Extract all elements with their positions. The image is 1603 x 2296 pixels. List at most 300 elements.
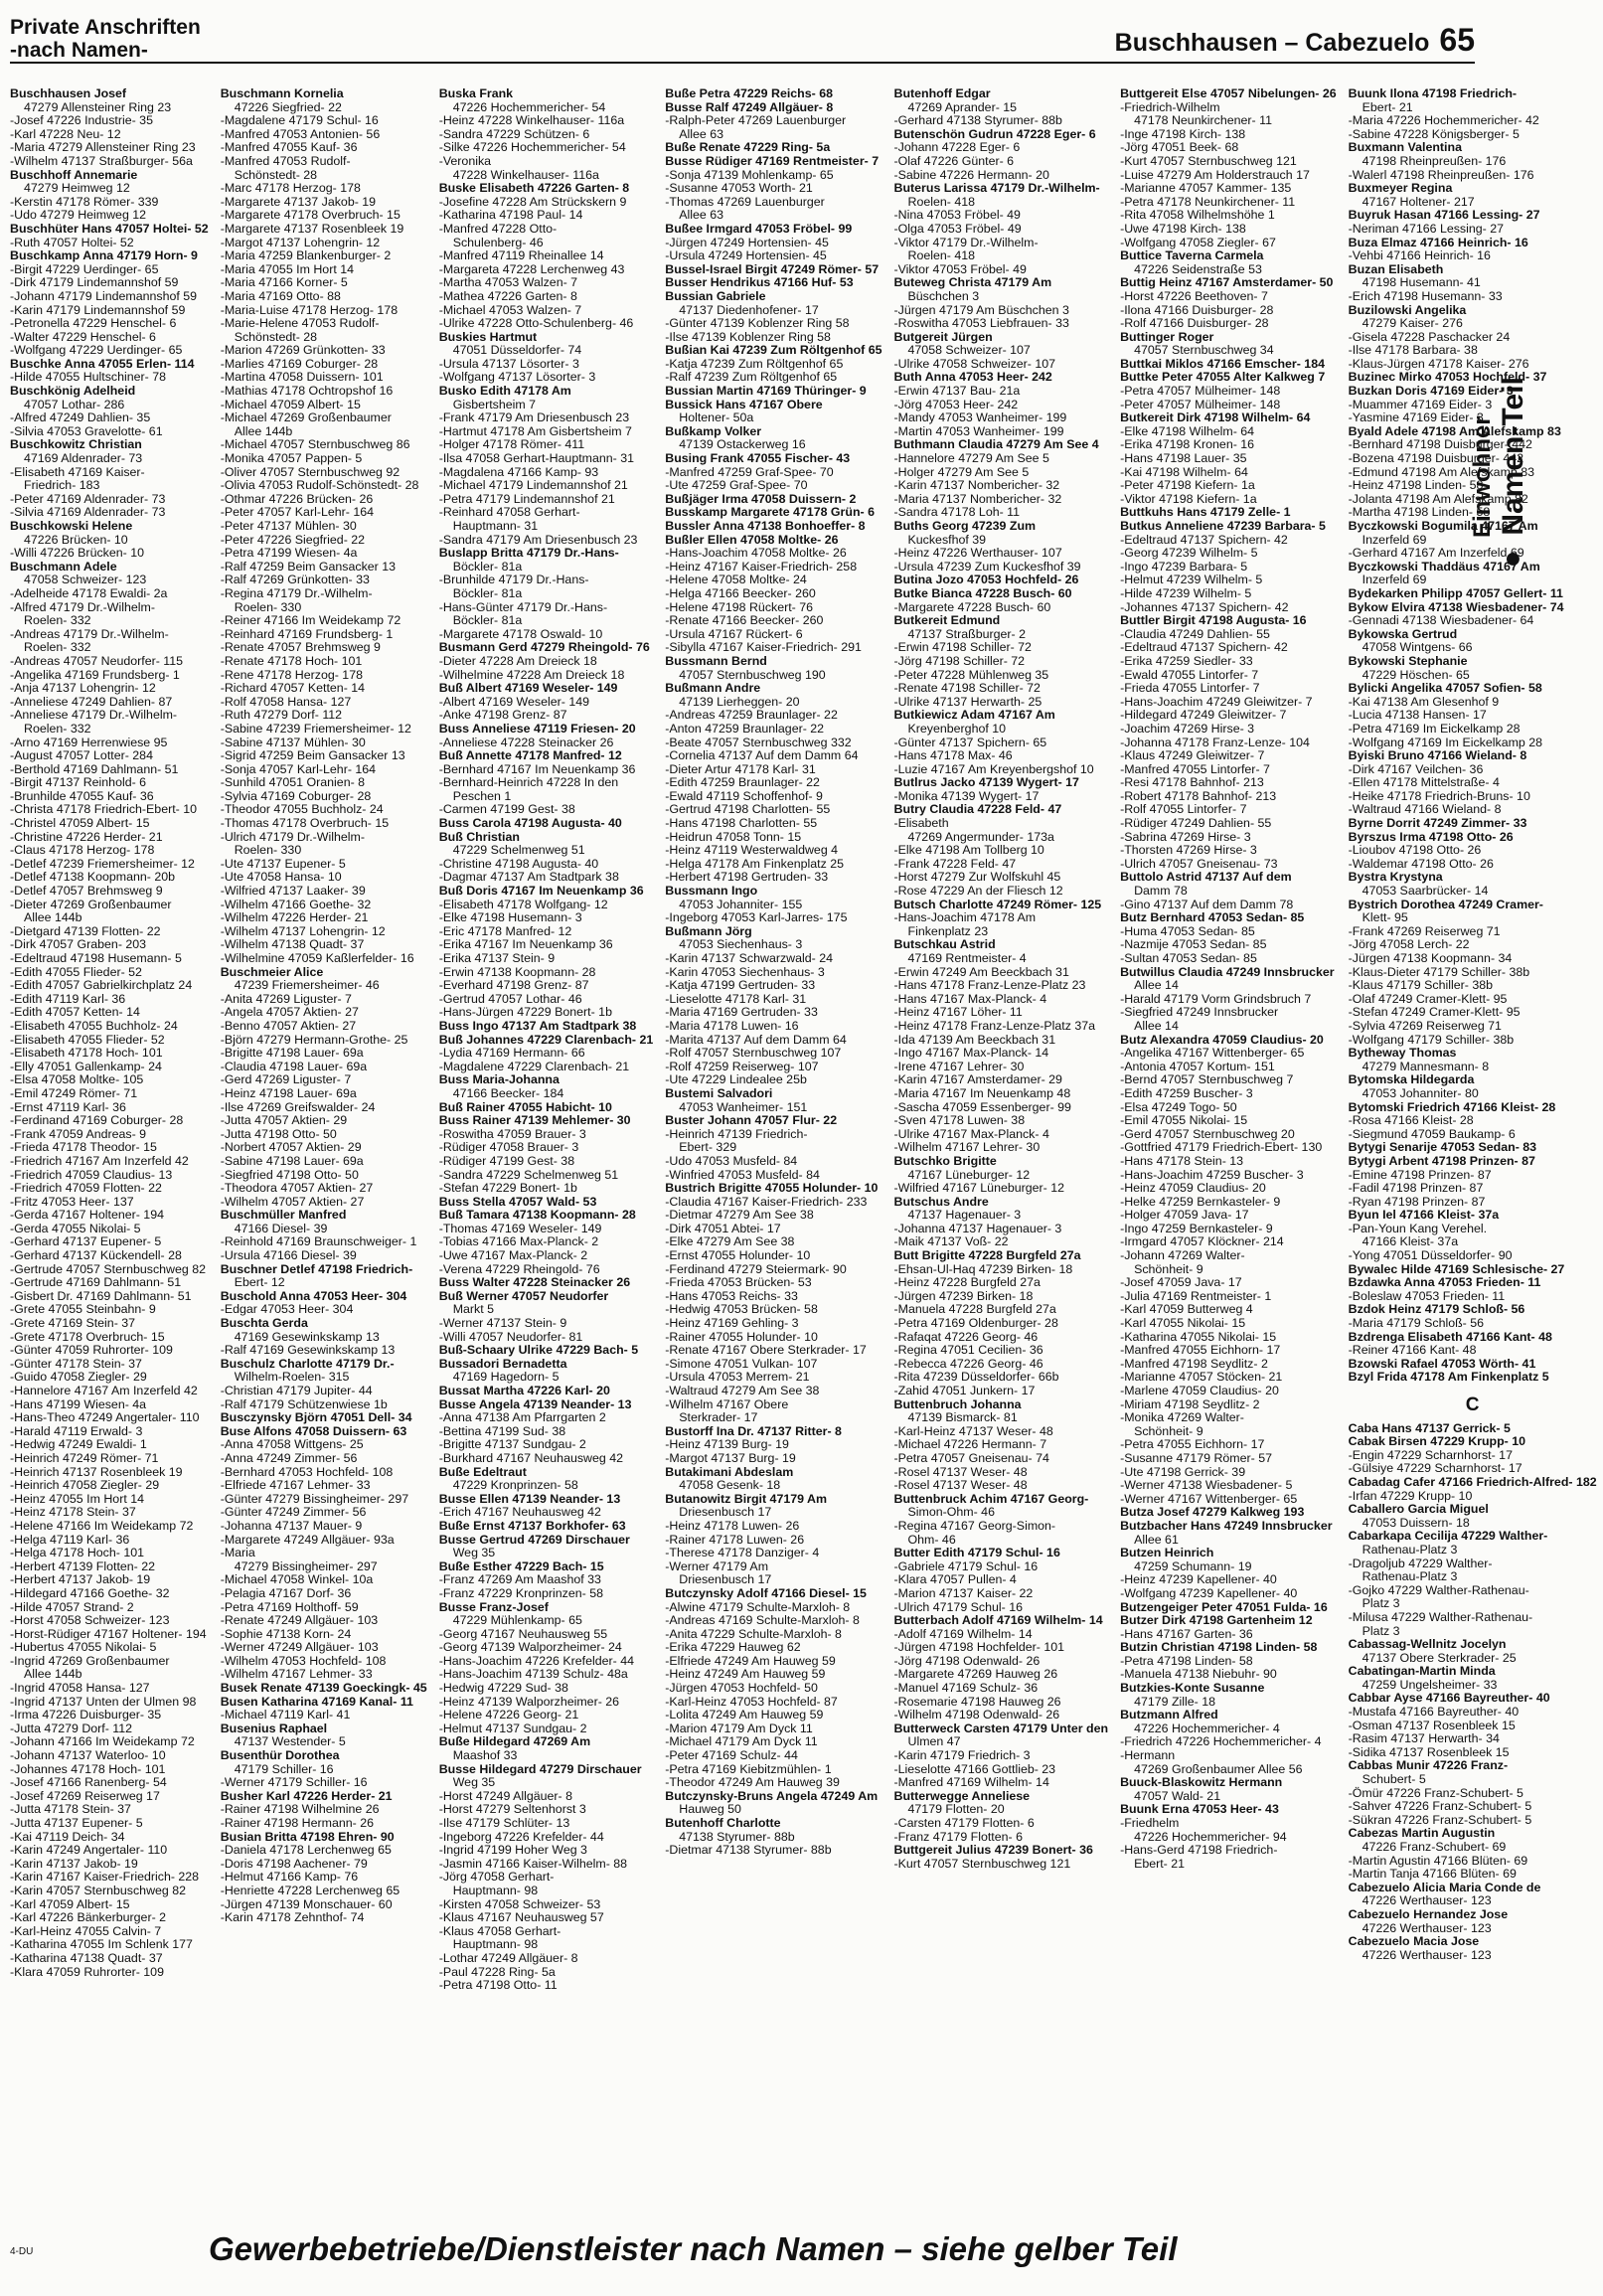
entry-text: Butschko Brigitte [893, 1153, 997, 1168]
surname-entry [221, 1696, 427, 1710]
surname-entry [439, 87, 654, 101]
entry-text: Cabbar Ayse 47166 Bayreuther- 40 [1348, 1691, 1550, 1706]
entry-text: Buster Johann 47057 Flur- 22 [665, 1113, 838, 1128]
directory-entry: -Sahver 47226 Franz-Schubert- 5 [1348, 1799, 1532, 1814]
directory-entry: -Maria [220, 1546, 255, 1560]
surname-entry [439, 547, 654, 561]
directory-entry: -Walter 47229 Henschel- 6 [10, 329, 156, 344]
directory-entry: -Helene 47166 Im Weidekamp 72 [10, 1518, 194, 1533]
directory-entry: -Rosemarie 47198 Hauweg 26 [893, 1694, 1061, 1709]
entry-text: Buxmeyer Regina [1348, 181, 1453, 196]
directory-entry: -Horst-Rüdiger 47167 Holtener- 194 [10, 1626, 207, 1641]
directory-entry: -Gertrude 47057 Sternbuschweg 82 [10, 1261, 206, 1276]
entry-continuation: 47279 Heimweg 12 [24, 181, 130, 196]
entry-text: Bykowski Stephanie [1348, 653, 1468, 668]
entry-text: Buß Annette 47178 Manfred- 12 [438, 748, 622, 763]
directory-entry: -Karl 47059 Butterweg 4 [1120, 1302, 1253, 1317]
entry-continuation: 47226 Werthauser- 123 [1362, 1947, 1492, 1962]
directory-entry: -Irene 47167 Lehrer- 30 [893, 1059, 1025, 1073]
directory-entry: -Heinz 47055 Im Hort 14 [10, 1491, 144, 1506]
surname-entry [439, 182, 654, 196]
entry-text: Bustorff Ina Dr. 47137 Ritter- 8 [665, 1423, 842, 1438]
directory-entry: -Hilde 47239 Wilhelm- 5 [1120, 585, 1252, 600]
surname-entry [1120, 1506, 1337, 1520]
entry-continuation: Kreyenberghof 10 [907, 721, 1007, 736]
surname-entry [665, 141, 882, 155]
directory-entry: -Claudia 47167 Kaiser-Friedrich- 233 [665, 1194, 868, 1209]
surname-entry [894, 899, 1109, 912]
directory-entry: -Christa 47178 Friedrich-Ebert- 10 [10, 802, 198, 817]
directory-entry: -Wilhelm 47053 Hochfeld- 108 [220, 1653, 387, 1668]
directory-entry: -Maria 47169 Gertruden- 33 [665, 1005, 818, 1020]
surname-entry [221, 1425, 427, 1439]
directory-column [215, 87, 433, 2193]
header-rule [10, 62, 1475, 64]
directory-entry: -Andreas 47057 Neudorfer- 115 [10, 653, 184, 668]
directory-entry: -Helga 47178 Hoch- 101 [10, 1546, 145, 1560]
entry-text: Buschmann Adele [10, 559, 117, 574]
directory-entry: -Anita 47229 Schulte-Marxloh- 8 [665, 1626, 842, 1641]
directory-entry: -Gertrude 47169 Dahlmann- 51 [10, 1275, 182, 1290]
directory-entry: -Brunhilde 47179 Dr.-Hans- [438, 573, 589, 587]
directory-entry: -Margareta 47228 Lerchenweg 43 [438, 261, 625, 276]
directory-entry: -Adelheide 47178 Ewaldi- 2a [10, 585, 168, 600]
surname-entry [1349, 1935, 1597, 1949]
entry-text: Bußjäger Irma 47058 Duissern- 2 [665, 491, 857, 506]
directory-entry: -Heinz 47228 Winkelhauser- 116a [438, 113, 625, 128]
directory-entry: -Jörg 47053 Heer- 242 [893, 397, 1019, 411]
entry-text: Busenius Raphael [220, 1721, 328, 1735]
entry-text: Buttkuhs Hans 47179 Zelle- 1 [1120, 505, 1291, 520]
directory-column [659, 87, 887, 2193]
entry-text: Buschulz Charlotte 47179 Dr.- [220, 1356, 395, 1371]
surname-entry [894, 1844, 1109, 1858]
directory-entry: -Resi 47178 Bahnhof- 213 [1120, 775, 1264, 790]
surname-entry [894, 1790, 1109, 1804]
directory-entry: -Petra 47057 Gneisenau- 74 [893, 1450, 1049, 1465]
directory-entry: -Susanne 47053 Worth- 21 [665, 181, 813, 196]
directory-entry: -Renate 47166 Beecker- 260 [665, 613, 824, 628]
directory-column [1114, 87, 1343, 2193]
directory-entry: -Hans 47178 Stein- 13 [1120, 1153, 1244, 1168]
surname-entry [894, 182, 1109, 196]
directory-entry: -Ernst 47119 Karl- 36 [10, 1099, 126, 1114]
directory-entry: -Friedhelm [1120, 1816, 1180, 1830]
directory-entry: -Klaus 47167 Neuhausweg 57 [438, 1910, 604, 1925]
entry-text: Cabassag-Wellnitz Jocelyn [1348, 1637, 1507, 1652]
directory-entry: -Brunhilde 47055 Kauf- 36 [10, 788, 154, 803]
entry-continuation: Hauweg 50 [679, 1802, 741, 1817]
entry-text: Bußmann Jörg [665, 923, 752, 938]
directory-entry: -Edeltraud 47137 Spichern- 42 [1120, 532, 1288, 547]
surname-entry [1120, 506, 1337, 520]
directory-entry: -Daniela 47178 Lerchenweg 65 [220, 1843, 392, 1858]
entry-text: Buzkan Doris 47169 Eider- 3 [1348, 384, 1514, 399]
directory-entry: -Thomas 47169 Weseler- 149 [438, 1221, 602, 1235]
directory-entry: -Ingo 47167 Max-Planck- 14 [893, 1046, 1049, 1061]
directory-entry: -Manfred 47053 Antonien- 56 [220, 126, 381, 141]
entry-continuation: Allee 63 [679, 126, 724, 141]
entry-continuation: Wilhelm-Roelen- 315 [234, 1370, 350, 1385]
directory-entry: -Herbert 47137 Jakob- 19 [10, 1572, 151, 1587]
directory-entry: -Maria-Luise 47178 Herzog- 178 [220, 302, 399, 317]
directory-entry: -Hans-Joachim 47139 Schulz- 48a [438, 1667, 628, 1682]
directory-entry: -Olivia 47053 Rudolf-Schönstedt- 28 [220, 478, 419, 493]
surname-entry [665, 1425, 882, 1439]
surname-entry [1349, 817, 1597, 831]
footer-code: 4-DU [10, 2246, 34, 2257]
directory-entry: -Reinhard 47169 Frundsberg- 1 [220, 626, 394, 641]
directory-entry: -Martin Agustin 47166 Blüten- 69 [1348, 1853, 1528, 1868]
directory-entry: -Edith 47057 Ketten- 14 [10, 1005, 140, 1020]
surname-entry [439, 1290, 654, 1304]
directory-entry: -Rosel 47137 Weser- 48 [893, 1478, 1028, 1493]
directory-entry: -Rolf 47058 Hansa- 127 [220, 694, 352, 709]
directory-entry: -Karin 47057 Sternbuschweg 82 [10, 1883, 187, 1897]
entry-continuation: Ebert- 12 [234, 1275, 285, 1290]
directory-entry: -Erich 47167 Neuhausweg 42 [438, 1505, 601, 1520]
entry-continuation: 47269 Aprander- 15 [907, 99, 1018, 114]
entry-text: Butgereit Jürgen [893, 329, 993, 344]
directory-entry: -Antonia 47057 Kortum- 151 [1120, 1059, 1275, 1073]
entry-continuation: Klett- 95 [1362, 910, 1408, 925]
directory-entry: -Detlef 47239 Friemersheimer- 12 [10, 856, 195, 871]
directory-entry: -Erwin 47138 Koopmann- 28 [438, 964, 596, 979]
directory-entry: -Erwin 47137 Bau- 21a [893, 384, 1021, 399]
directory-entry: -Hedwig 47229 Sud- 38 [438, 1681, 568, 1696]
directory-entry: -Luzie 47167 Am Kreyenbergshof 10 [893, 761, 1094, 776]
directory-entry: -Georg 47239 Wilhelm- 5 [1120, 546, 1258, 561]
entry-text: Busser Hendrikus 47166 Huf- 53 [665, 275, 854, 290]
surname-entry [439, 682, 654, 696]
directory-entry: -Katharina 47198 Paul- 14 [438, 208, 583, 223]
entry-continuation: 47179 Schiller- 16 [234, 1761, 334, 1776]
entry-continuation: Rathenau-Platz 3 [1362, 1569, 1458, 1584]
directory-entry: -Sven 47178 Luwen- 38 [893, 1113, 1026, 1128]
surname-entry [894, 1547, 1109, 1560]
directory-entry: -Jolanta 47198 Am Alefskamp 82 [1348, 491, 1528, 506]
directory-entry: -Detlef 47057 Brehmsweg 9 [10, 884, 163, 899]
directory-entry: -Ulrike 47137 Herwarth- 25 [893, 694, 1042, 709]
surname-entry [1349, 1422, 1597, 1436]
directory-entry: -Magdalene 47179 Schul- 16 [220, 113, 379, 128]
surname-entry [1120, 87, 1337, 101]
directory-entry: -Everhard 47198 Grenz- 87 [438, 978, 589, 993]
directory-entry: -Ralf 47259 Beim Gansacker 13 [220, 559, 397, 574]
directory-entry: -Lothar 47249 Allgäuer- 8 [438, 1950, 578, 1965]
surname-entry [439, 1276, 654, 1290]
directory-entry: -Hans 47199 Wiesen- 4a [10, 1396, 147, 1411]
directory-entry: -Johann 47166 Im Weidekamp 72 [10, 1734, 195, 1749]
directory-entry: -Harald 47179 Vorm Grindsbruch 7 [1120, 991, 1312, 1006]
directory-entry: -Rene 47178 Herzog- 178 [220, 667, 363, 682]
surname-entry [1349, 899, 1597, 912]
directory-entry: -Werner 47179 Am [665, 1558, 769, 1573]
directory-entry: -Petra 47057 Mülheimer- 148 [1120, 384, 1281, 399]
directory-entry: -Marianne 47057 Stöcken- 21 [1120, 1370, 1283, 1385]
surname-entry [10, 169, 209, 183]
side-tab-einwohner: Einwohner [1469, 415, 1496, 539]
entry-continuation: Allee 14 [1134, 978, 1179, 993]
directory-entry: -Dirk 47051 Abtei- 17 [665, 1221, 781, 1235]
entry-continuation: 47226 Hochemmericher- 94 [1134, 1829, 1287, 1844]
directory-entry: -Frank 47179 Am Driesenbusch 23 [438, 410, 630, 425]
directory-entry: -Klaus 47058 Gerhart- [438, 1923, 561, 1938]
directory-entry: -Georg 47167 Neuhausweg 55 [438, 1626, 608, 1641]
directory-entry: -Michael 47057 Sternbuschweg 86 [220, 437, 410, 452]
directory-entry: -Kerstin 47178 Römer- 339 [10, 194, 159, 209]
directory-entry: -Carsten 47179 Flotten- 6 [893, 1816, 1035, 1830]
entry-text: Butanowitz Birgit 47179 Am [665, 1491, 827, 1506]
entry-text: Buße Esther 47229 Bach- 15 [438, 1558, 604, 1573]
entry-text: Cabadag Cafer 47166 Friedrich-Alfred- 182 [1348, 1474, 1597, 1489]
entry-continuation: 47269 Angermunder- 173a [907, 829, 1054, 844]
entry-continuation: Rathenau-Platz 3 [1362, 1542, 1458, 1557]
directory-entry: -Karl 47228 Neu- 12 [10, 126, 121, 141]
entry-continuation: 47137 Straßburger- 2 [907, 626, 1026, 641]
directory-entry: -Manuela 47138 Niebuhr- 90 [1120, 1667, 1277, 1682]
directory-entry: -Rüdiger 47199 Gest- 38 [438, 1153, 575, 1168]
directory-entry: -Horst 47226 Beethoven- 7 [1120, 288, 1268, 303]
directory-entry: -Huma 47053 Sedan- 85 [1120, 923, 1255, 938]
entry-continuation: Böckler- 81a [452, 585, 523, 600]
directory-entry: -Irmgard 47057 Klöckner- 214 [1120, 1234, 1284, 1249]
side-tab [1469, 258, 1528, 696]
entry-text: Buttgereit Julius 47239 Bonert- 36 [893, 1843, 1093, 1858]
directory-entry: -Theodor 47055 Buchholz- 24 [220, 802, 384, 817]
directory-entry: -Ursula 47053 Merrem- 21 [665, 1370, 810, 1385]
directory-entry: -Ruth 47057 Holtei- 52 [10, 235, 134, 249]
directory-entry: -Gerd 47057 Sternbuschweg 20 [1120, 1126, 1295, 1141]
surname-entry [10, 438, 209, 452]
directory-entry: -Stefan 47229 Bonert- 1b [438, 1181, 577, 1196]
directory-entry: -Heinrich 47139 Friedrich- [665, 1126, 808, 1141]
directory-entry: -Martin Tanja 47166 Blüten- 69 [1348, 1867, 1517, 1882]
entry-continuation: 47279 Mannesmann- 8 [1362, 1059, 1490, 1073]
directory-entry: -Ralph-Peter 47269 Lauenburger [665, 113, 847, 128]
surname-entry [1120, 614, 1337, 628]
directory-entry: -Ulrike 47228 Otto-Schulenberg- 46 [438, 316, 634, 331]
directory-entry: -Renate 47057 Brehmsweg 9 [220, 640, 381, 655]
directory-entry: -Frieda 47053 Brücken- 53 [665, 1275, 812, 1290]
surname-entry [1349, 87, 1597, 101]
surname-entry [665, 87, 882, 101]
directory-entry: -Elisabeth 47178 Wolfgang- 12 [438, 897, 608, 911]
directory-entry: -Maria 47166 Korner- 5 [220, 275, 348, 290]
directory-entry: -Ute 47058 Hansa- 10 [220, 870, 342, 885]
entry-text: Bussick Hans 47167 Obere [665, 397, 823, 411]
surname-entry [665, 425, 882, 439]
surname-entry [894, 1155, 1109, 1169]
surname-entry [1349, 237, 1597, 250]
directory-entry: -Verena 47229 Rheingold- 76 [438, 1261, 600, 1276]
directory-entry: -Tobias 47166 Max-Planck- 2 [438, 1234, 599, 1249]
entry-continuation: 47226 Siegfried- 22 [234, 99, 342, 114]
directory-entry: -Elke 47279 Am See 38 [665, 1234, 795, 1249]
directory-entry: -Bettina 47199 Sud- 38 [438, 1423, 566, 1438]
directory-entry: -Reinhold 47169 Braunschweiger- 1 [220, 1234, 417, 1249]
surname-entry [894, 1398, 1109, 1412]
directory-entry: -Maria 47259 Blankenburger- 2 [220, 248, 392, 263]
directory-entry: -Paul 47228 Ring- 5a [438, 1964, 556, 1979]
entry-continuation: 47198 Rheinpreußen- 176 [1362, 153, 1507, 168]
directory-entry: -Günter 47139 Koblenzer Ring 58 [665, 316, 850, 331]
surname-entry [894, 587, 1109, 601]
directory-entry: -Petra 47198 Otto- 11 [438, 1978, 558, 1993]
entry-continuation: Peschen 1 [452, 788, 512, 803]
surname-entry [439, 723, 654, 737]
surname-entry [439, 1735, 654, 1749]
entry-continuation: Schönheit- 9 [1134, 1423, 1203, 1438]
directory-entry: -Rosel 47137 Weser- 48 [893, 1464, 1028, 1479]
surname-entry [439, 1196, 654, 1210]
directory-entry: -Karl-Heinz 47055 Calvin- 7 [10, 1923, 162, 1938]
entry-text: Butzkies-Konte Susanne [1120, 1681, 1265, 1696]
directory-entry: -Ellen 47178 Mittelstraße- 4 [1348, 775, 1500, 790]
directory-entry: -Andreas 47259 Braunlager- 22 [665, 708, 838, 723]
entry-text: Buschta Gerda [220, 1316, 308, 1331]
directory-entry: -Petra 47055 Eichhorn- 17 [1120, 1437, 1265, 1452]
directory-entry: -Friedrich 47059 Claudius- 13 [10, 1167, 173, 1182]
surname-entry [665, 1790, 882, 1804]
directory-entry: -Jörg 47198 Schiller- 72 [893, 653, 1026, 668]
entry-text: Buska Frank [438, 86, 514, 100]
directory-entry: -Heinz 47119 Westerwaldweg 4 [665, 843, 839, 858]
directory-entry: -Gerd 47269 Liguster- 7 [220, 1072, 352, 1087]
directory-entry: -Josef 47226 Industrie- 35 [10, 113, 153, 128]
directory-entry: -Claudia 47249 Dahlien- 55 [1120, 626, 1270, 641]
directory-entry: -Anita 47269 Liguster- 7 [220, 991, 352, 1006]
directory-entry: -Rainer 47055 Holunder- 10 [665, 1329, 818, 1344]
entry-text: Buse Alfons 47058 Duissern- 63 [220, 1423, 407, 1438]
directory-entry: -Elsa 47249 Togo- 50 [1120, 1099, 1237, 1114]
directory-entry: -Sabine 47226 Hermann- 20 [893, 167, 1049, 182]
surname-entry [665, 885, 882, 899]
entry-continuation: Driesenbusch 17 [679, 1572, 772, 1587]
directory-entry: -Adolf 47169 Wilhelm- 14 [893, 1626, 1033, 1641]
entry-text: Butz Bernhard 47053 Sedan- 85 [1120, 910, 1305, 925]
directory-entry: -Uwe 47167 Max-Planck- 2 [438, 1248, 588, 1263]
entry-text: Butterweck Carsten 47179 Unter den [893, 1721, 1109, 1735]
directory-entry: -Dirk 47167 Veilchen- 36 [1348, 761, 1484, 776]
directory-entry: -Elke 47198 Wilhelm- 64 [1120, 423, 1255, 438]
directory-entry: -Franz 47269 Am Maashof 33 [438, 1572, 601, 1587]
entry-text: Bußmann Andre [665, 681, 761, 696]
directory-entry: -Hans-Joachim 47249 Gleiwitzer- 7 [1120, 694, 1313, 709]
surname-entry [439, 1466, 654, 1480]
directory-entry: -Michael 47179 Lindemannshof 21 [438, 478, 628, 493]
entry-continuation: 47167 Holtener- 217 [1362, 194, 1475, 209]
directory-entry: -Rainer 47198 Wilhelmine 26 [220, 1802, 380, 1817]
directory-column [888, 87, 1115, 2193]
directory-entry: -Frank 47228 Feld- 47 [893, 856, 1017, 871]
directory-entry: -Sandra 47179 Am Driesenbusch 23 [438, 532, 638, 547]
directory-entry: -Gottfried 47179 Friedrich-Ebert- 130 [1120, 1140, 1323, 1155]
directory-entry: -Elke 47198 Am Tollberg 10 [893, 843, 1044, 858]
surname-entry [439, 1344, 654, 1358]
directory-entry: -Gerda 47167 Holtener- 194 [10, 1208, 164, 1223]
entry-text: Butakimani Abdeslam [665, 1464, 794, 1479]
entry-continuation: Roelen- 332 [24, 721, 91, 736]
surname-entry [1349, 1276, 1597, 1290]
directory-entry: -Ingrid 47137 Unten der Ulmen 98 [10, 1694, 197, 1709]
directory-entry: -Ralf 47239 Zum Röltgenhof 65 [665, 370, 838, 385]
directory-entry: -Sandra 47178 Loh- 11 [893, 505, 1021, 520]
directory-entry: -Brigitte 47198 Lauer- 69a [220, 1046, 364, 1061]
entry-text: Bywalec Hilde 47169 Schlesische- 27 [1348, 1261, 1565, 1276]
directory-entry: -Klaus 47249 Gleiwitzer- 7 [1120, 748, 1265, 763]
entry-text: Buss Walter 47228 Steinacker 26 [438, 1275, 631, 1290]
directory-entry: -Hans 47198 Charlotten- 55 [665, 816, 818, 831]
directory-entry: -Christine 47226 Herder- 21 [10, 829, 163, 844]
entry-text: Butzin Christian 47198 Linden- 58 [1120, 1640, 1318, 1655]
entry-text: Bußian Kai 47239 Zum Röltgenhof 65 [665, 343, 882, 358]
directory-entry: -Josefine 47228 Am Strückskern 9 [438, 194, 627, 209]
directory-entry: -Alfred 47249 Dahlien- 35 [10, 410, 151, 425]
directory-entry: -Sabine 47228 Königsberger- 5 [1348, 126, 1520, 141]
directory-entry: -Hedwig 47053 Brücken- 58 [665, 1302, 818, 1317]
entry-text: Buße Renate 47229 Ring- 5a [665, 140, 831, 155]
surname-entry [894, 574, 1109, 587]
directory-entry: -Bozena 47198 Duisburger- 442 [1348, 451, 1523, 466]
directory-entry: -Albert 47169 Weseler- 149 [438, 694, 589, 709]
directory-entry: -Jutta 47198 Otto- 50 [220, 1126, 337, 1141]
surname-entry [1120, 1682, 1337, 1696]
entry-continuation: Roelen- 330 [234, 599, 302, 614]
directory-entry: -Werner 47167 Wittenberger- 65 [1120, 1491, 1298, 1506]
entry-continuation: 47166 Diesel- 39 [234, 1221, 328, 1235]
directory-entry: -Milusa 47229 Walther-Rathenau- [1348, 1609, 1533, 1624]
directory-entry: -Willi 47057 Neudorfer- 81 [438, 1329, 583, 1344]
surname-entry [1349, 209, 1597, 223]
directory-entry: -Herbert 47198 Gertruden- 33 [665, 870, 829, 885]
directory-entry: -Kirsten 47058 Schweizer- 53 [438, 1896, 601, 1911]
directory-entry: -Sonja 47139 Mohlenkamp- 65 [665, 167, 834, 182]
directory-entry: -Elfriede 47167 Lehmer- 33 [220, 1478, 371, 1493]
directory-entry: -Katharina 47138 Quadt- 37 [10, 1950, 163, 1965]
directory-entry: -Magdalene 47229 Clarenbach- 21 [438, 1059, 630, 1073]
directory-entry: -Franz 47179 Flotten- 6 [893, 1829, 1023, 1844]
entry-text: Busse Ellen 47139 Neander- 13 [438, 1491, 621, 1506]
surname-entry [221, 1358, 427, 1372]
directory-entry: -Karin 47178 Zehnthof- 74 [220, 1910, 365, 1925]
directory-entry: -Werner 47137 Stein- 9 [438, 1316, 567, 1331]
entry-text: Busko Edith 47178 Am [438, 384, 571, 399]
directory-entry: -Karl-Heinz 47137 Weser- 48 [893, 1423, 1053, 1438]
directory-entry: -Bernhard-Heinrich 47228 In den [438, 775, 619, 790]
entry-text: Byiski Bruno 47166 Wieland- 8 [1348, 748, 1527, 763]
directory-entry: -Maria 47178 Luwen- 16 [665, 1018, 799, 1033]
directory-entry: -Ida 47139 Am Beeckbach 31 [893, 1032, 1056, 1047]
directory-entry: -Ute 47229 Lindealee 25b [665, 1072, 807, 1087]
surname-entry [1120, 966, 1337, 980]
directory-entry: -Rolf 47259 Reiserweg- 107 [665, 1059, 819, 1073]
entry-continuation: Allee 144b [234, 423, 293, 438]
entry-continuation: Ohm- 46 [907, 1532, 956, 1547]
directory-entry: -Edeltraud 47198 Husemann- 5 [10, 951, 182, 965]
directory-entry: -Frieda 47055 Lintorfer- 7 [1120, 681, 1260, 696]
entry-text: Byrszus Irma 47198 Otto- 26 [1348, 829, 1514, 844]
directory-entry: -Hartmut 47178 Am Gisbertsheim 7 [438, 423, 632, 438]
directory-entry: -Olaf 47226 Günter- 6 [893, 153, 1015, 168]
entry-text: Buße Petra 47229 Reichs- 68 [665, 86, 833, 100]
directory-entry: -Hildegard 47249 Gleiwitzer- 7 [1120, 708, 1287, 723]
directory-entry: -Siegfried 47249 Innsbrucker [1120, 1005, 1279, 1020]
directory-entry: -Ilse 47139 Koblenzer Ring 58 [665, 329, 831, 344]
entry-text: Byrne Dorrit 47249 Zimmer- 33 [1348, 816, 1527, 831]
entry-text: Bzdok Heinz 47179 Schloß- 56 [1348, 1302, 1525, 1317]
entry-continuation: 47053 Wanheimer- 151 [679, 1099, 808, 1114]
